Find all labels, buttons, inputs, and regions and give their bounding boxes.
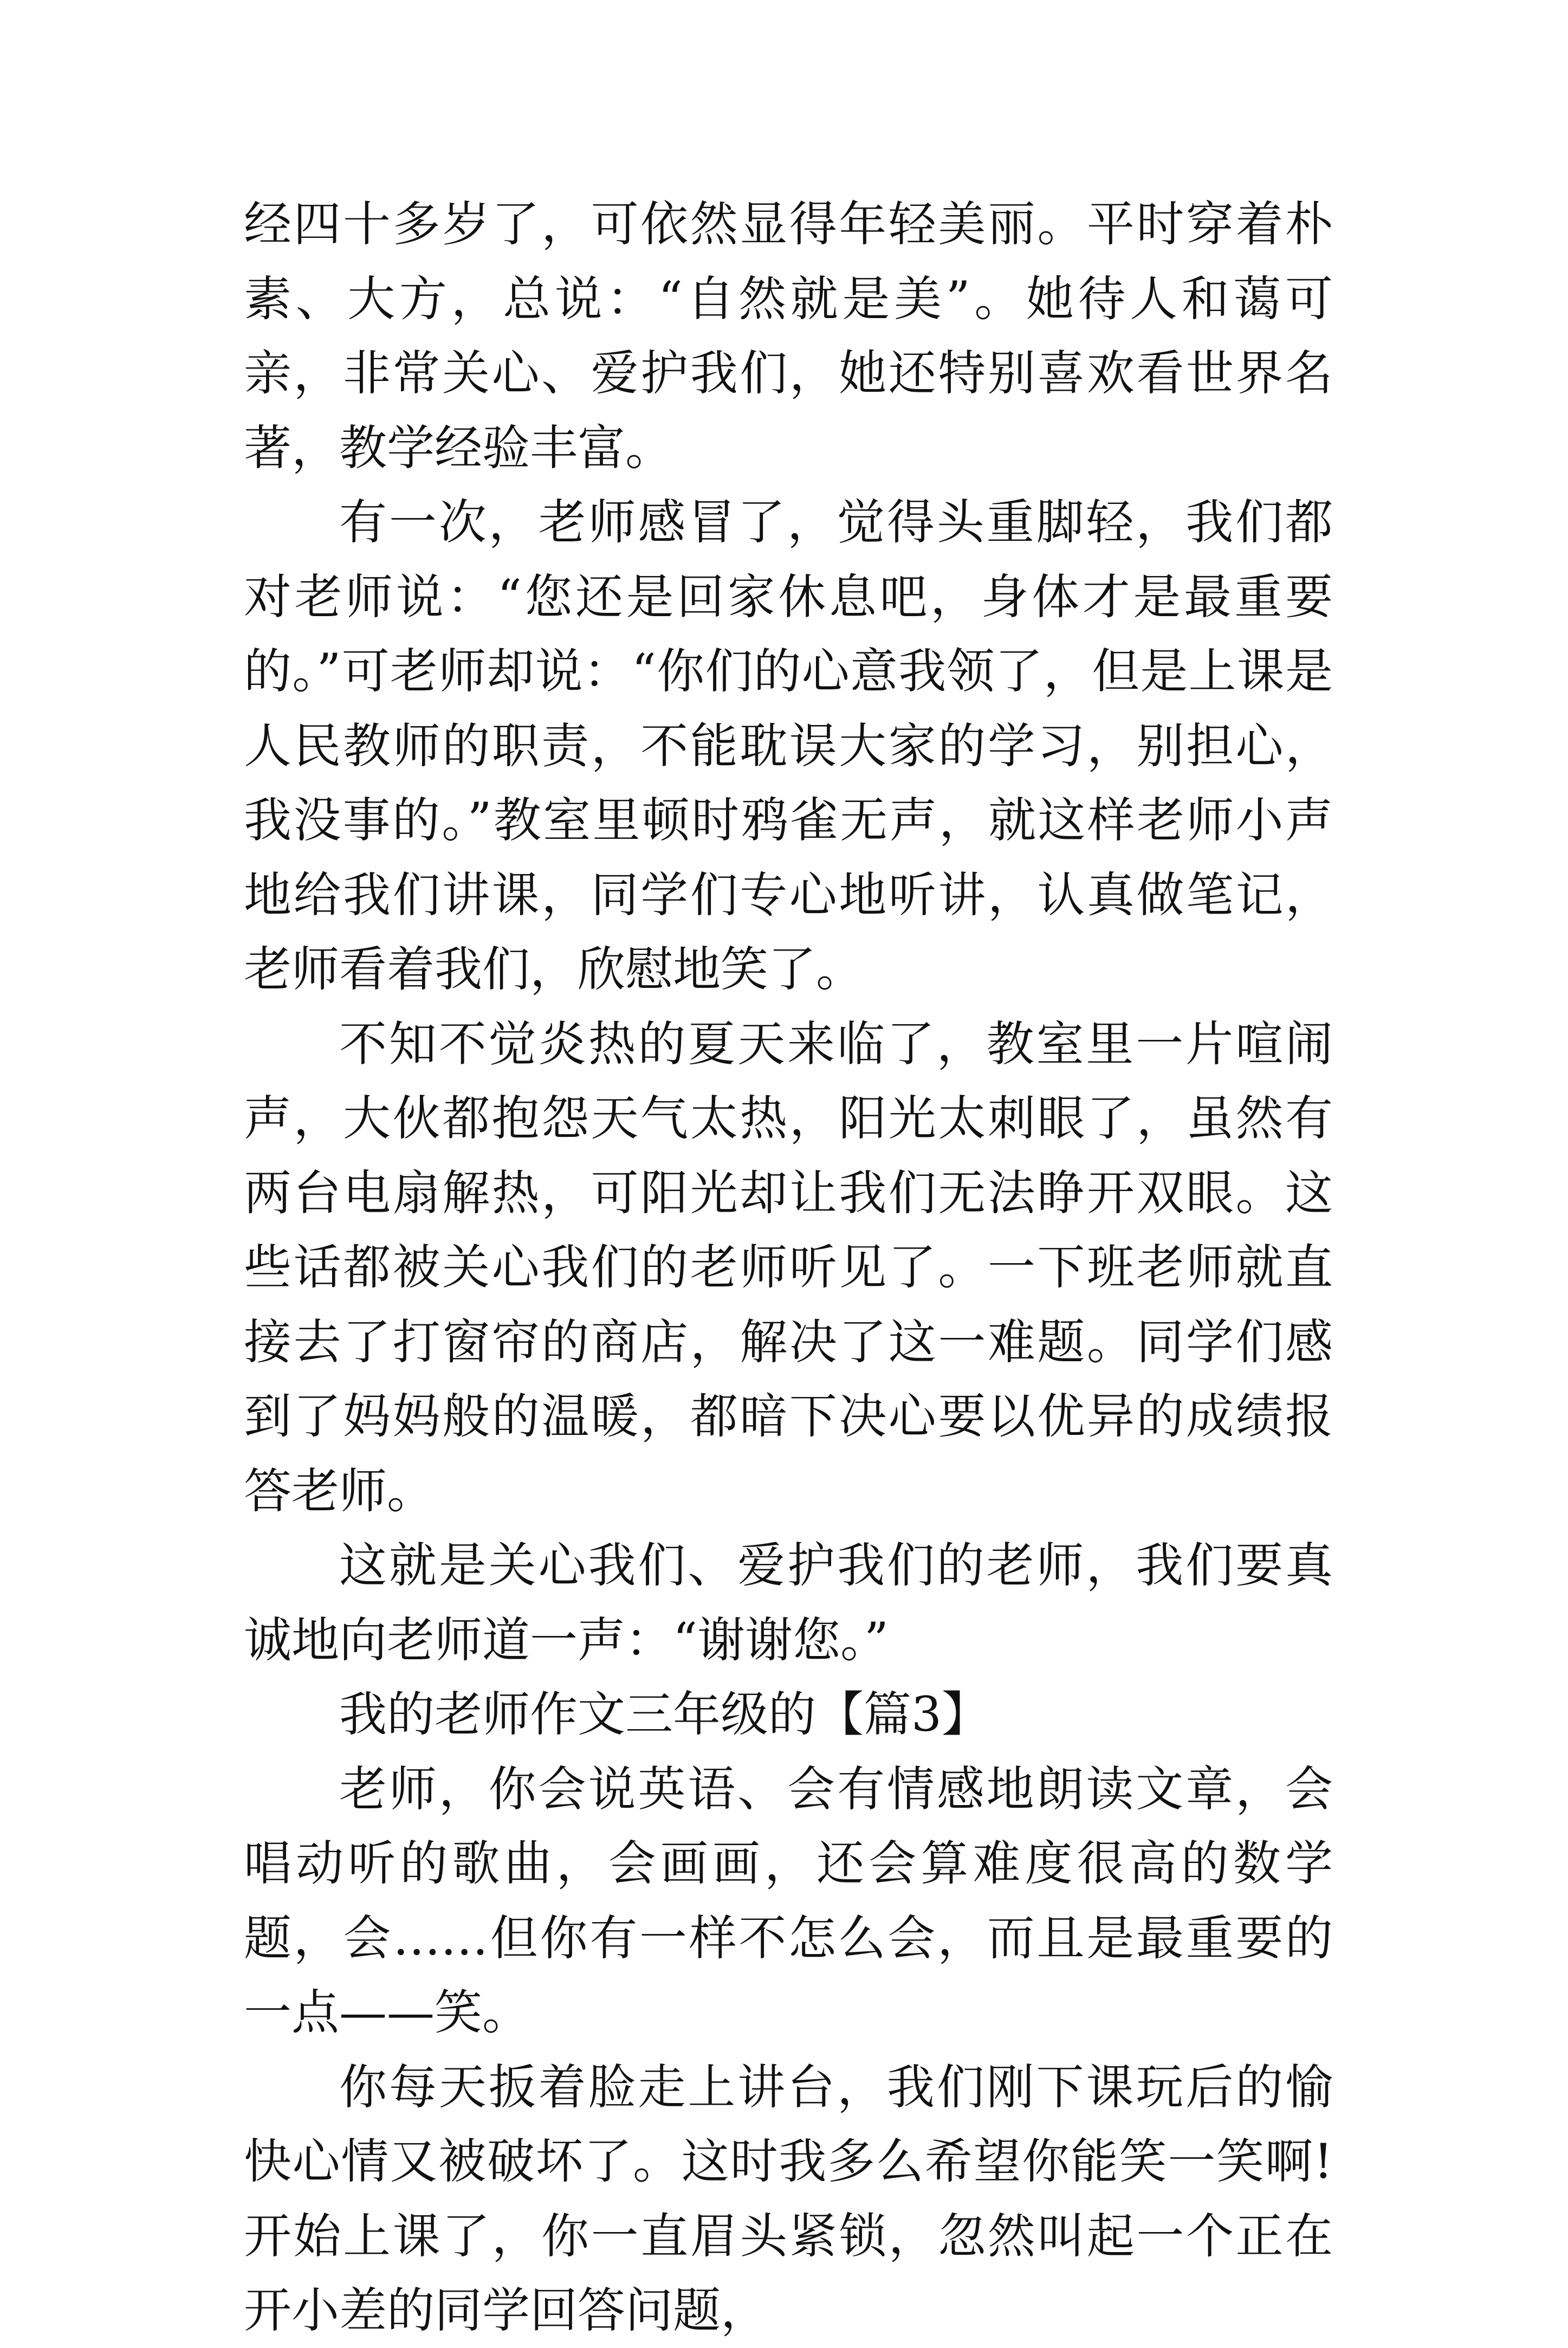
- paragraph-2: 有一次，老师感冒了，觉得头重脚轻，我们都对老师说：“您还是回家休息吧，身体才是最重要的。”可老师却说：“你们的心意我领了，但是上课是人民教师的职责，不能耽误大家的学习，别担心，我没事的。”教室里顿时鸦雀无声，就这样老师小声地给我们讲课，同学们专心地听讲，认真做笔记，老师看着我们，欣慰地笑了。: [244, 494, 1333, 997]
- paragraph-6: 你每天扳着脸走上讲台，我们刚下课玩后的愉快心情又被破坏了。这时我多么希望你能笑一笑啊!开始上课了，你一直眉头紧锁，忽然叫起一个正在开小差的同学回答问题，: [244, 2059, 1333, 2338]
- paragraph-4: 这就是关心我们、爱护我们的老师，我们要真诚地向老师道一声：“谢谢您。”: [244, 1537, 1333, 1668]
- paragraph-3: 不知不觉炎热的夏天来临了，教室里一片喧闹声，大伙都抱怨天气太热，阳光太刺眼了，虽然有两台电扇解热，可阳光却让我们无法睁开双眼。这些话都被关心我们的老师听见了。一下班老师就直接去了打窗帘的商店，解决了这一难题。同学们感到了妈妈般的温暖，都暗下决心要以优异的成绩报答老师。: [244, 1015, 1333, 1519]
- paragraph-1: 经四十多岁了，可依然显得年轻美丽。平时穿着朴素、大方，总说：“自然就是美”。她待人和蔼可亲，非常关心、爱护我们，她还特别喜欢看世界名著，教学经验丰富。: [244, 196, 1333, 476]
- section-heading: 我的老师作文三年级的【篇3】: [339, 1686, 989, 1742]
- paragraph-5: 老师，你会说英语、会有情感地朗读文章，会唱动听的歌曲，会画画，还会算难度很高的数学题，会……但你有一样不怎么会，而且是最重要的一点——笑。: [244, 1761, 1333, 2040]
- article-body: [244, 187, 1333, 2348]
